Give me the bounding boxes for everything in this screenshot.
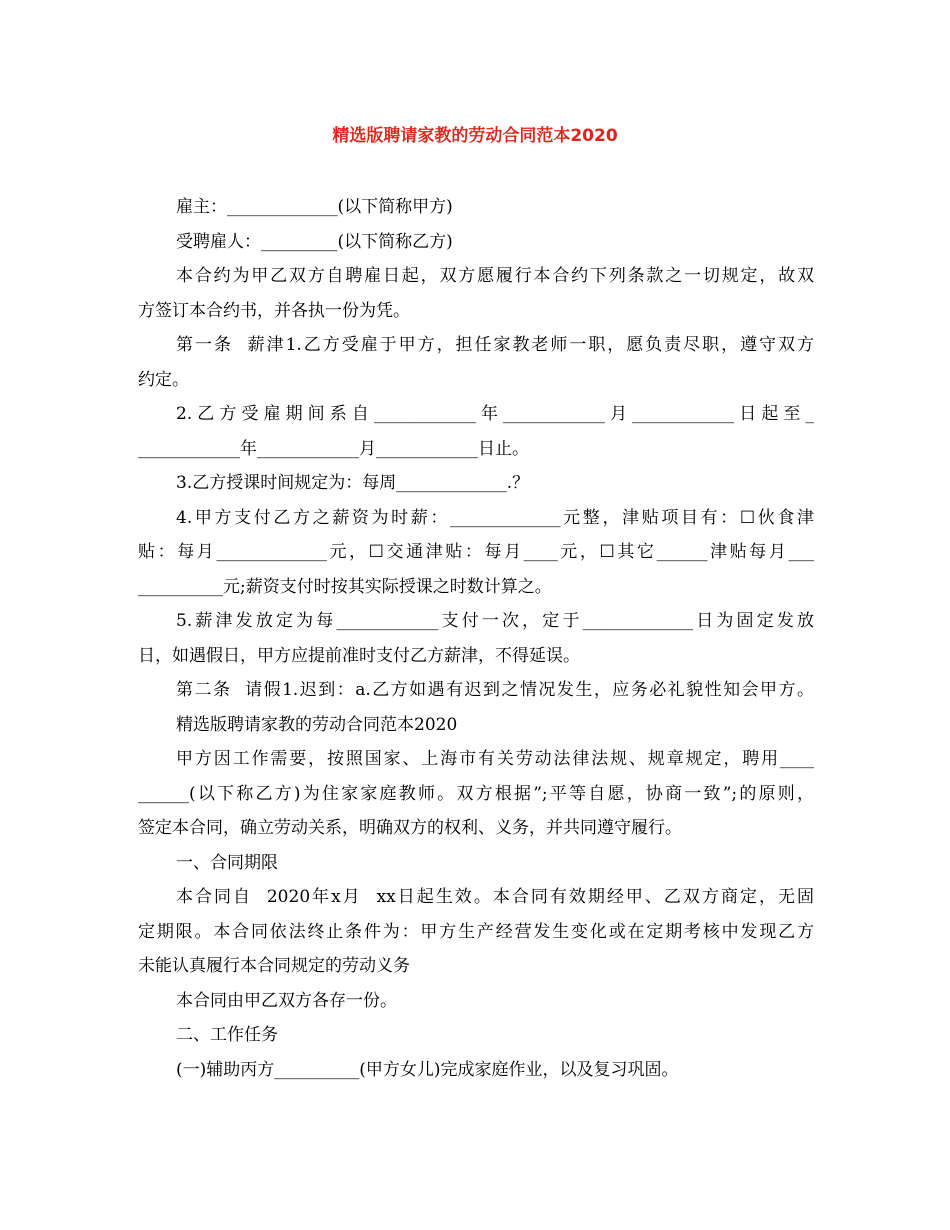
paragraph-line: (一)辅助丙方__________(甲方女儿)完成家庭作业，以及复习巩固。 xyxy=(176,1059,679,1080)
paragraph-line: 甲方因工作需要，按照国家、上海市有关劳动法律法规、规章规定，聘用____ xyxy=(176,749,814,769)
paragraph-line: 方签订本合约书，并各执一份为凭。 xyxy=(138,300,410,321)
paragraph-line: __________元;薪资支付时按其实际授课之时数计算之。 xyxy=(138,576,552,597)
paragraph-line: 第一条 薪津1.乙方受雇于甲方，担任家教老师一职，愿负责尽职，遵守双方 xyxy=(176,335,814,355)
paragraph-line: 精选版聘请家教的劳动合同范本2020 xyxy=(176,714,458,735)
paragraph-line: 一、合同期限 xyxy=(176,852,278,873)
paragraph-line: ____________年____________月____________日止。 xyxy=(138,438,529,459)
paragraph-line: 本合同由甲乙双方各存一份。 xyxy=(176,990,397,1011)
paragraph-line: 日，如遇假日，甲方应提前准时支付乙方薪津，不得延误。 xyxy=(138,645,580,666)
paragraph-line: 3.乙方授课时间规定为：每周_____________.？ xyxy=(176,473,530,493)
paragraph-line: 本合约为甲乙双方自聘雇日起，双方愿履行本合约下列条款之一切规定，故双 xyxy=(176,266,814,286)
paragraph-line: 签定本合同，确立劳动关系，明确双方的权利、义务，并共同遵守履行。 xyxy=(138,818,682,838)
paragraph-line: 4.甲方支付乙方之薪资为时薪：_____________元整，津贴项目有：☐伙食津 xyxy=(176,507,814,528)
paragraph-line: 受聘雇人：_________(以下简称乙方) xyxy=(176,231,453,252)
paragraph-line: 第二条 请假1.迟到：a.乙方如遇有迟到之情况发生，应务必礼貌性知会甲方。 xyxy=(176,680,814,700)
paragraph-line: 本合同自 2020年x月 xx日起生效。本合同有效期经甲、乙双方商定，无固 xyxy=(176,887,814,907)
paragraph-line: 定期限。本合同依法终止条件为：甲方生产经营发生变化或在定期考核中发现乙方 xyxy=(138,921,814,942)
paragraph-line: ______(以下称乙方)为住家家庭教师。双方根据”;平等自愿，协商一致”;的原则， xyxy=(138,783,814,804)
paragraph-line: 未能认真履行本合同规定的劳动义务 xyxy=(138,956,410,976)
paragraph-line: 贴：每月_____________元，☐交通津贴：每月____元，☐其它______津贴每月___ xyxy=(138,542,814,562)
paragraph-line: 2.乙方受雇期间系自____________年____________月____________日起至_ xyxy=(176,404,814,424)
paragraph-line: 雇主：_____________(以下简称甲方) xyxy=(176,197,453,217)
paragraph-line: 约定。 xyxy=(138,369,189,390)
document-body xyxy=(138,190,814,1087)
paragraph-line: 二、工作任务 xyxy=(176,1025,278,1045)
document-title: 精选版聘请家教的劳动合同范本2020 xyxy=(332,126,618,146)
paragraph-line: 5.薪津发放定为每____________支付一次，定于_____________日为固定发放 xyxy=(176,611,814,631)
